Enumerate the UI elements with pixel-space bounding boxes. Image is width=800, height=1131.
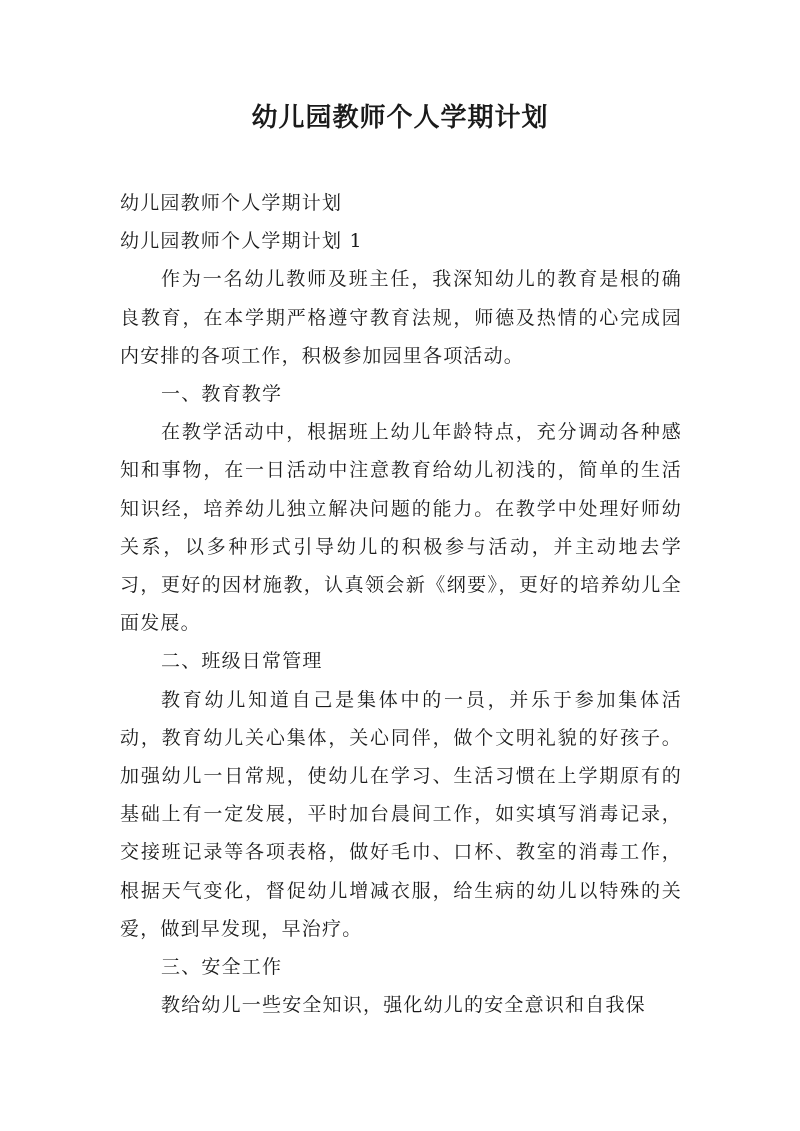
document-subtitle: 幼儿园教师个人学期计划 — [120, 192, 343, 214]
section-paragraph: 教育幼儿知道自己是集体中的一员，并乐于参加集体活动，教育幼儿关心集体，关心同伴，做个文明礼貌的好孩子。加强幼儿一日常规，使幼儿在学习、生活习惯在上学期原有的基础上有一定发展，平时加台晨间工作，如实填写消毒记录，交接班记录等各项表格，做好毛巾、口杯、教室的消毒工作，根据天气变化，督促幼儿增减衣服，给生病的幼儿以特殊的关爱，做到早发现，早治疗。 — [120, 688, 682, 940]
section-paragraph: 在教学活动中，根据班上幼儿年龄特点，充分调动各种感知和事物，在一日活动中注意教育给幼儿初浅的，简单的生活知识经，培养幼儿独立解决问题的能力。在教学中处理好师幼关系，以多种形式引导幼儿的积极参与活动，并主动地去学习，更好的因材施教，认真领会新《纲要》，更好的培养幼儿全面发展。 — [120, 421, 682, 635]
document-body — [120, 184, 682, 1024]
section-heading: 一、教育教学 — [161, 383, 283, 406]
section-heading: 三、安全工作 — [161, 956, 283, 979]
section-paragraph: 教给幼儿一些安全知识，强化幼儿的安全意识和自我保 — [161, 994, 646, 1017]
section-title: 幼儿园教师个人学期计划 1 — [120, 230, 363, 253]
document-title: 幼儿园教师个人学期计划 — [251, 103, 549, 133]
section-heading: 二、班级日常管理 — [161, 650, 323, 673]
intro-paragraph: 作为一名幼儿教师及班主任，我深知幼儿的教育是根的确良教育，在本学期严格遵守教育法规，师德及热情的心完成园内安排的各项工作，积极参加园里各项活动。 — [120, 268, 682, 367]
